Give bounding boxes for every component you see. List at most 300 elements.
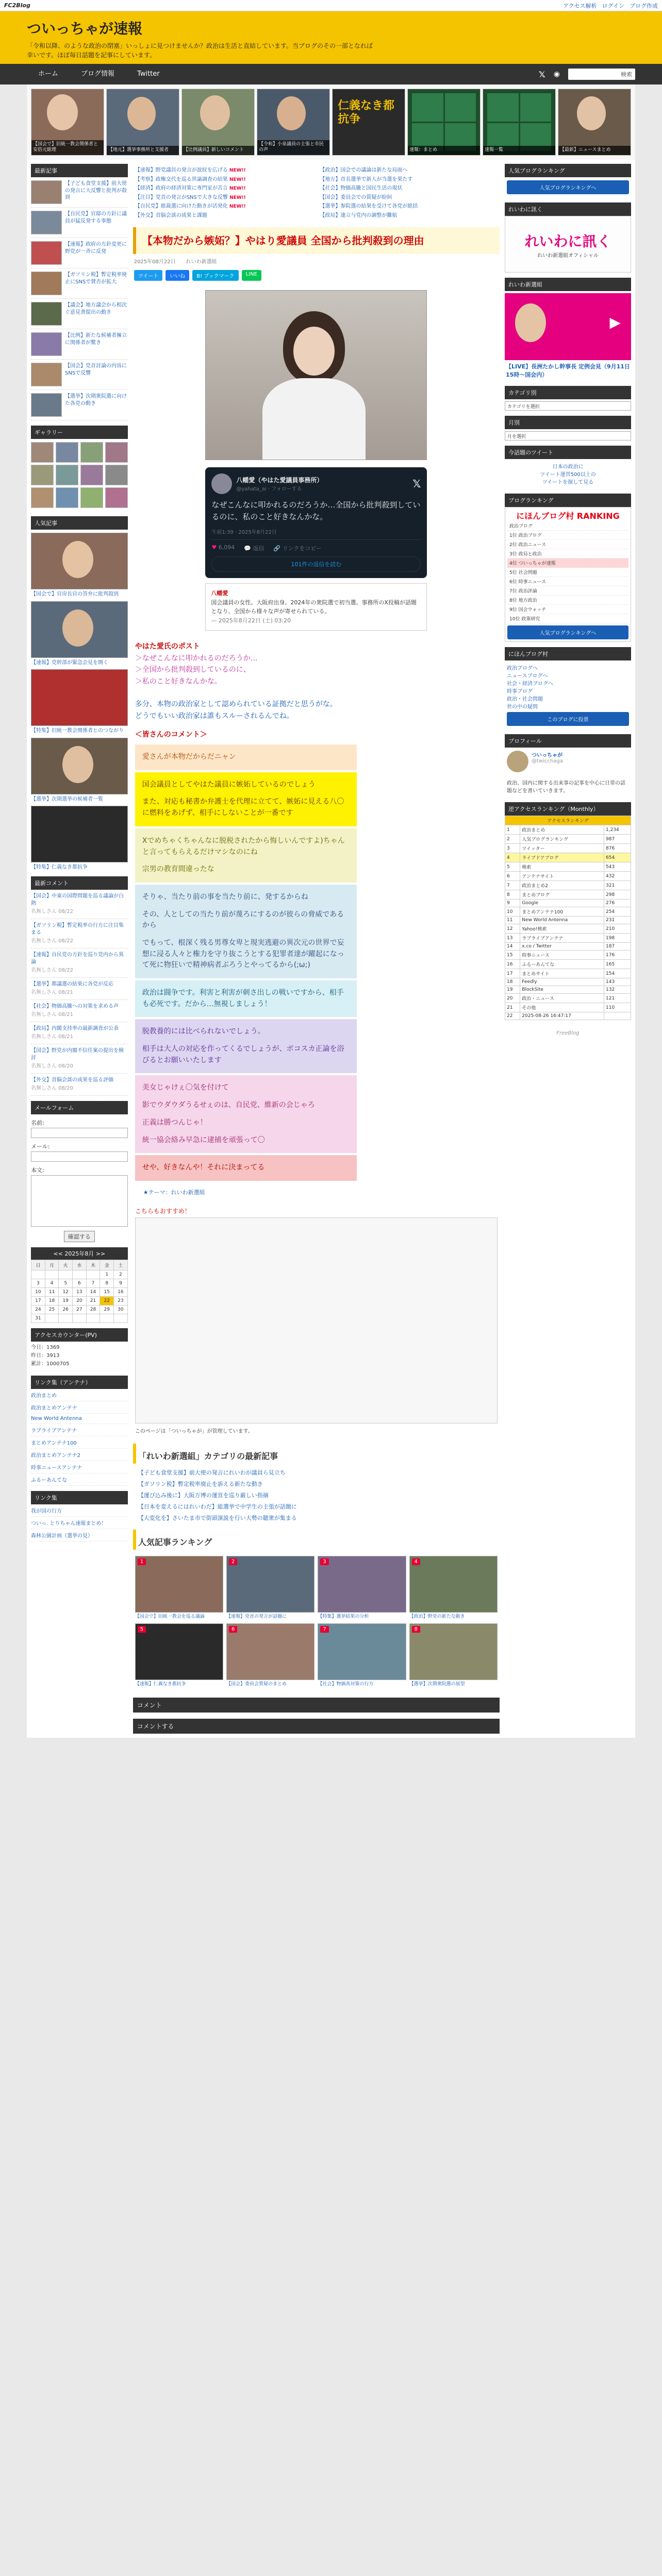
popular-item[interactable] [31, 806, 128, 871]
popular-item[interactable] [31, 601, 128, 667]
comments-heading: ＜皆さんのコメント＞ [135, 731, 207, 739]
access-ranking-cell: 14 [505, 943, 520, 951]
access-ranking-row[interactable] [505, 934, 631, 943]
calendar-day[interactable]: 1 [100, 1270, 114, 1279]
tweet-reply[interactable] [244, 544, 264, 552]
comment-block [135, 980, 357, 1017]
fc2-footer-logo[interactable]: FreeBlog [556, 1030, 580, 1036]
body-line: ＞私のこと好きなんかな。 [135, 677, 222, 686]
reiwa-banner[interactable] [505, 216, 631, 273]
popular-item-title: 【選挙】次期選挙の候補者一覧 [31, 796, 103, 802]
calendar-day[interactable]: 29 [100, 1306, 114, 1314]
access-ranking-row[interactable] [505, 1003, 631, 1012]
calendar-day[interactable]: 4 [45, 1279, 59, 1288]
category-latest-item[interactable]: 【運び込み後に】大阪万博の運営を巡り厳しい指摘 [138, 1492, 269, 1499]
calendar-day[interactable]: 30 [114, 1306, 128, 1314]
access-ranking-cell: 276 [604, 900, 631, 907]
mura-link[interactable]: 時事ブログ [507, 689, 533, 694]
blogmura-row[interactable]: 政治ブログ [507, 521, 628, 531]
ranking-widget-heading: 人気ブログランキング [505, 164, 631, 177]
mura-link[interactable]: 社会・経済ブログへ [507, 681, 553, 687]
access-ranking-row[interactable] [505, 844, 631, 853]
rank-number: 5 [138, 1626, 146, 1633]
site-description: 「令和以降、のような政治の閉塞」いっしょに見つけませんか？政治は生活と直結しています。当ブログのその一部となれば幸いです。ほぼ毎日話題を記事にしています。 [27, 42, 373, 59]
share-line-button[interactable]: LINE [242, 270, 261, 281]
calendar-day[interactable]: 3 [31, 1279, 45, 1288]
banner-caption: 【地元】選挙事務所と支援者 [107, 146, 179, 155]
calendar-day[interactable]: 8 [100, 1279, 114, 1288]
sidebar-heading-gallery: ギャラリー [31, 426, 128, 439]
calendar-day[interactable]: 11 [45, 1288, 59, 1297]
topbar-links [563, 2, 658, 10]
access-ranking-cell: 210 [604, 924, 631, 934]
ranking-item[interactable] [409, 1623, 498, 1688]
calendar-day[interactable]: 18 [45, 1297, 59, 1306]
recent-comment[interactable] [31, 948, 128, 978]
mura-link[interactable]: ニュースブログへ [507, 673, 548, 679]
ranking-button[interactable]: 人気ブログランキングへ [507, 180, 629, 194]
sidebar-heading-links: リンク集 [31, 1491, 128, 1504]
access-ranking-row[interactable] [505, 960, 631, 969]
access-ranking-cell: 187 [604, 943, 631, 951]
month-select[interactable]: 月を選択 [505, 431, 631, 440]
tweet-avatar[interactable] [211, 473, 232, 494]
share-buttons [133, 268, 500, 283]
mail-form [31, 1118, 128, 1242]
nav-home[interactable]: ホーム [38, 70, 59, 78]
popular-item[interactable] [31, 533, 128, 598]
banner-card[interactable] [181, 89, 255, 156]
calendar-day[interactable]: 17 [31, 1297, 45, 1306]
ranking-item-title: 【速報】党首の発言が話題に [226, 1614, 287, 1619]
trending-link[interactable]: 日本の政治に [552, 464, 584, 470]
access-ranking-row[interactable] [505, 994, 631, 1003]
mail-address-input[interactable] [31, 1151, 128, 1162]
recent-comment[interactable] [31, 890, 128, 919]
calendar-day [87, 1270, 101, 1279]
access-ranking-cell: 人気ブログランキング [520, 835, 604, 844]
page-wrapper [27, 84, 635, 1738]
access-ranking-row[interactable] [505, 907, 631, 917]
access-ranking-table [505, 816, 631, 1020]
ranking-widget [505, 164, 631, 197]
blogmura-logo[interactable]: にほんブログ村 RANKING [516, 511, 620, 521]
calendar-day[interactable]: 14 [87, 1288, 101, 1297]
access-ranking-row[interactable] [505, 969, 631, 978]
access-ranking-cell: New World Antenna [520, 917, 604, 924]
antenna-link[interactable]: まとめアンテナ100 [31, 1436, 128, 1449]
topic-link[interactable] [320, 185, 498, 192]
latest-item-title: 【速報】政府の方針変更に野党が一斉に反発 [65, 242, 127, 255]
topic-link[interactable] [135, 167, 313, 174]
banner-card[interactable] [31, 89, 104, 156]
share-bookmark-button[interactable]: B! ブックマーク [192, 270, 238, 281]
calendar-day[interactable]: 24 [31, 1306, 45, 1314]
recommend-widget[interactable] [135, 1217, 498, 1423]
category-latest-heading: 「れいわ新選組」カテゴリの最新記事 [133, 1444, 500, 1464]
gallery-thumb[interactable] [80, 487, 103, 508]
antenna-link[interactable]: 政治まとめアンテナ [31, 1401, 128, 1414]
access-ranking-row[interactable] [505, 872, 631, 881]
access-ranking-row[interactable] [505, 917, 631, 924]
category-latest-item[interactable]: 【ガソリン税】暫定税率廃止を訴える新たな動き [138, 1480, 263, 1487]
article-title: 【本物だから嫉妬？】やはり愛議員 全国から批判殺到の理由 [133, 227, 500, 254]
ranking-item[interactable] [135, 1556, 223, 1620]
mail-body-textarea[interactable] [31, 1175, 128, 1227]
recent-comment[interactable] [31, 978, 128, 1000]
calendar-weekday: 水 [73, 1260, 87, 1270]
category-select[interactable]: カテゴリを選択 [505, 401, 631, 411]
topic-link[interactable] [320, 212, 498, 219]
category-latest-item[interactable]: 【日本を変えるにはれいわだ】総選挙で中学生の主張が話題に [138, 1503, 297, 1510]
gallery-grid [31, 439, 128, 511]
calendar-weekday: 火 [59, 1260, 73, 1270]
category-heading: カテゴリ別 [505, 386, 631, 399]
mail-address-label: メール: [31, 1143, 50, 1150]
banner-card[interactable] [483, 89, 556, 156]
category-latest-item[interactable]: 【大変化を】さいたま市で街頭演説を行い大勢の聴衆が集まる [138, 1514, 297, 1521]
calendar-day[interactable]: 28 [87, 1306, 101, 1314]
access-ranking-cell: 298 [604, 890, 631, 900]
calendar-title[interactable]: << 2025年8月 >> [31, 1247, 128, 1260]
gallery-thumb[interactable] [56, 442, 78, 463]
blogmura-row[interactable]: 8位 地方政治 [507, 596, 628, 605]
mura-link[interactable]: 政治・社会問題 [507, 697, 543, 702]
ranking-item[interactable] [226, 1556, 315, 1620]
popular-item-title: 【特集】旧統一教会関係者とのつながり [31, 728, 124, 734]
access-ranking-cell: 時事ニュース [520, 951, 604, 960]
nav-blog-info[interactable]: ブログ情報 [81, 70, 115, 78]
latest-item[interactable] [31, 299, 128, 329]
recent-comment-title: 【選挙】都議選の結果に各党が反応 [31, 981, 113, 987]
rank-number: 7 [320, 1626, 328, 1633]
calendar-day[interactable]: 31 [31, 1314, 45, 1323]
blogmura-ranking-button[interactable]: 人気ブログランキングへ [507, 625, 628, 639]
access-ranking-cell: 2025-08-26 16:47:17 [520, 1012, 604, 1020]
embedded-tweet[interactable] [205, 467, 427, 578]
recent-comment[interactable] [31, 1000, 128, 1022]
sidebar-heading-recent-comments: 最新コメント [31, 876, 128, 890]
tweet-read-replies-button[interactable]: 101件の返信を読む [211, 556, 421, 572]
access-ranking-row[interactable] [505, 986, 631, 994]
ranking-item[interactable] [318, 1623, 406, 1688]
access-ranking-row[interactable] [505, 853, 631, 862]
blogmura-row[interactable]: 9位 国会ウォッチ [507, 605, 628, 614]
banner-card[interactable] [407, 89, 481, 156]
access-ranking-cell: 17 [505, 969, 520, 978]
access-ranking-row[interactable] [505, 900, 631, 907]
calendar-day[interactable]: 16 [114, 1288, 128, 1297]
access-ranking-cell: 143 [604, 978, 631, 986]
antenna-link[interactable]: ふるーあんてな [31, 1473, 128, 1486]
tweet-copy-label: リンクをコピー [282, 545, 322, 552]
calendar-day[interactable]: 13 [73, 1288, 87, 1297]
topbar-link-create[interactable]: ブログ作成 [630, 2, 658, 9]
access-ranking-cell: まとめブログ [520, 890, 604, 900]
access-ranking-row[interactable] [505, 825, 631, 835]
gallery-thumb[interactable] [56, 465, 78, 485]
site-title[interactable]: ついっちゃが速報 [27, 20, 143, 37]
x-logo-icon[interactable]: 𝕏 [412, 478, 421, 490]
trending-link[interactable]: ツイート運営500以上の [540, 472, 596, 478]
comment-post-bar[interactable]: コメントする [133, 1719, 500, 1734]
tweet-date[interactable]: 午前1:39 · 2025年8月22日 [211, 530, 277, 535]
calendar-day[interactable]: 19 [59, 1297, 73, 1306]
popular-item[interactable] [31, 669, 128, 735]
gallery-thumb[interactable] [105, 465, 128, 485]
recent-comment-title: 【国会】野党が内閣不信任案の提出を検討 [31, 1047, 124, 1061]
recent-comment-title: 【外交】首脳会談の成果を巡る評価 [31, 1077, 113, 1083]
access-ranking-row[interactable] [505, 890, 631, 900]
mura-link[interactable]: 政治ブログへ [507, 666, 538, 671]
tweet-copy-link[interactable] [273, 544, 322, 552]
calendar-day[interactable]: 7 [87, 1279, 101, 1288]
calendar-day [100, 1314, 114, 1323]
access-ranking-row[interactable] [505, 881, 631, 890]
blogmura-row[interactable]: 4位 ついっちゃが速報 [507, 558, 628, 568]
calendar-day [45, 1314, 59, 1323]
link-item[interactable]: 森林公園計画（選挙の見） [31, 1529, 128, 1541]
access-ranking-row[interactable] [505, 835, 631, 844]
mail-confirm-button[interactable]: 確認する [64, 1231, 95, 1242]
calendar-day[interactable]: 12 [59, 1288, 73, 1297]
share-like-button[interactable]: いいね [166, 270, 189, 281]
recent-comment[interactable] [31, 1044, 128, 1074]
access-ranking-cell: x.co / Twitter [520, 943, 604, 951]
share-tweet-button[interactable]: ツイート [134, 270, 163, 281]
x-icon[interactable]: 𝕏 [538, 69, 545, 79]
antenna-link[interactable]: ラブライブアンテナ [31, 1424, 128, 1436]
banner-card[interactable] [106, 89, 179, 156]
topic-link[interactable] [135, 176, 313, 183]
theme-link[interactable]: ★テーマ：れいわ新選組 [143, 1189, 205, 1196]
banner-caption: 速報：まとめ [408, 146, 480, 155]
calendar-day[interactable]: 21 [87, 1297, 101, 1306]
trending-link[interactable]: ツイートを探して見る [542, 480, 594, 485]
topbar-link-login[interactable]: ログイン [602, 2, 624, 9]
blogmura-row[interactable]: 7位 政治評論 [507, 586, 628, 596]
recent-comment[interactable] [31, 1074, 128, 1096]
access-ranking-cell: 4 [505, 853, 520, 862]
fc2-logo[interactable]: FC2Blog [4, 2, 30, 9]
antenna-link[interactable]: 時事ニュースアンテナ [31, 1461, 128, 1473]
calendar-day[interactable]: 6 [73, 1279, 87, 1288]
link-item[interactable]: ついっ. とりちゃん速報まとめ！ [31, 1517, 128, 1529]
rank-number: 6 [229, 1626, 237, 1633]
calendar-day [31, 1270, 45, 1279]
antenna-link[interactable]: 政治まとめ [31, 1389, 128, 1401]
banner-card[interactable] [257, 89, 330, 156]
access-ranking-cell: 政治・ニュース [520, 994, 604, 1003]
calendar-day[interactable]: 15 [100, 1288, 114, 1297]
calendar-day[interactable]: 26 [59, 1306, 73, 1314]
category-latest-item[interactable]: 【子ども食堂支援】前大使の発言にれいわが議員ら見立ち [138, 1469, 286, 1476]
access-ranking-cell: 政治まとめ [520, 825, 604, 835]
comment-block [135, 744, 357, 770]
comment-text: 相手は大人の対応を作ってくるでしょうが、ボコスカ正論を浴びるとお願いいたします [142, 1045, 344, 1064]
calendar-weekday: 木 [87, 1260, 101, 1270]
access-ranking-cell: 110 [604, 1003, 631, 1012]
calendar-day[interactable]: 2 [114, 1270, 128, 1279]
mail-name-input[interactable] [31, 1128, 128, 1138]
recent-comment[interactable] [31, 1022, 128, 1044]
recent-comment-meta: 名無しさん 08/21 [31, 1011, 73, 1018]
reiwa-video-heading: れいわ新選組 [505, 278, 631, 291]
calendar-day[interactable]: 23 [114, 1297, 128, 1306]
gallery-thumb[interactable] [31, 487, 54, 508]
profile-name[interactable]: ついっちゃが [532, 753, 562, 758]
gallery-thumb[interactable] [105, 487, 128, 508]
banner-bigtext: 仁義なき都抗争 [338, 99, 395, 126]
topic-link[interactable] [135, 185, 313, 192]
calendar-day [59, 1314, 73, 1323]
mura-vote-button[interactable]: このブログに投票 [507, 712, 629, 726]
comment-section-bar: コメント [133, 1698, 500, 1713]
latest-item[interactable] [31, 360, 128, 390]
access-ranking-cell: 20 [505, 994, 520, 1003]
comment-text: 影でウダウダうるせぇのは、自民党、維新の会じゃろ [142, 1101, 315, 1110]
banner-caption: 速報一覧 [483, 146, 555, 155]
banner-caption: 【令和】小泉議員の主張と市民の声 [257, 140, 329, 155]
reply-icon: 💬 [244, 545, 251, 552]
access-ranking-cell: 654 [604, 853, 631, 862]
topic-link[interactable] [135, 194, 313, 201]
mura-link[interactable]: 世の中の疑問 [507, 704, 538, 710]
gallery-thumb[interactable] [105, 442, 128, 463]
recent-comment[interactable] [31, 919, 128, 948]
topic-link[interactable] [320, 167, 498, 174]
video-thumbnail[interactable] [505, 293, 631, 360]
topic-link[interactable] [320, 176, 498, 183]
fc2-topbar [0, 0, 662, 11]
ranking-item[interactable] [135, 1623, 223, 1688]
ranking-item[interactable] [226, 1623, 315, 1688]
blogmura-row[interactable]: 5位 社会問題 [507, 568, 628, 577]
access-ranking-cell: ラブライブアンテナ [520, 934, 604, 943]
calendar-day[interactable]: 20 [73, 1297, 87, 1306]
latest-item[interactable] [31, 208, 128, 238]
rank-number: 1 [138, 1558, 146, 1565]
latest-item[interactable] [31, 238, 128, 268]
latest-item[interactable] [31, 177, 128, 208]
access-ranking-row[interactable] [505, 924, 631, 934]
gallery-thumb[interactable] [80, 442, 103, 463]
latest-item[interactable] [31, 390, 128, 420]
profile-avatar[interactable] [507, 751, 528, 772]
access-ranking-row[interactable] [505, 978, 631, 986]
tweet-like[interactable] [211, 544, 235, 552]
latest-item-title: 【比例】新たな候補者擁立に関係者が驚き [65, 333, 127, 346]
gallery-thumb[interactable] [56, 487, 78, 508]
ranking-item[interactable] [409, 1556, 498, 1620]
access-ranking-cell: 15 [505, 951, 520, 960]
blogmura-row[interactable]: 1位 政治ブログ [507, 531, 628, 540]
gallery-thumb[interactable] [31, 442, 54, 463]
antenna-links [31, 1389, 128, 1486]
access-ranking-cell: まとめアンテナ100 [520, 907, 604, 917]
tweet-author-handle[interactable]: @yahata_ai · フォローする [236, 486, 302, 492]
blogmura-row[interactable]: 10位 政策研究 [507, 614, 628, 623]
access-ranking-cell: Google [520, 900, 604, 907]
calendar-day[interactable]: 22 [100, 1297, 114, 1306]
access-ranking-cell: 10 [505, 907, 520, 917]
access-ranking-row[interactable] [505, 1012, 631, 1020]
blogmura-ranking-heading: ブログランキング [505, 494, 631, 507]
topic-text: 【地方】首長選挙で新人が当選を果たす [320, 176, 413, 182]
main-content [133, 164, 500, 1734]
sidebar-heading-antenna-links: リンク集（アンテナ） [31, 1376, 128, 1389]
gallery-thumb[interactable] [31, 465, 54, 485]
calendar-day[interactable]: 10 [31, 1288, 45, 1297]
ranking-item-title: 【社会】物価高対策の行方 [318, 1681, 374, 1687]
topic-link[interactable] [320, 203, 498, 210]
blogmura-row[interactable]: 2位 政治ニュース [507, 540, 628, 549]
access-ranking-row[interactable] [505, 951, 631, 960]
gallery-thumb[interactable] [80, 465, 103, 485]
access-ranking-cell: 9 [505, 900, 520, 907]
antenna-link[interactable]: 政治まとめアンテナ2 [31, 1449, 128, 1461]
access-ranking-cell: 5 [505, 862, 520, 872]
topic-text: 【国会】委員会での質疑が紛糾 [320, 194, 392, 200]
antenna-link[interactable]: New World Antenna [31, 1414, 128, 1424]
video-title[interactable]: 【LIVE】長洲たかし幹事長 定例会見（9月11日15時〜国会内） [506, 363, 630, 378]
tweet-author-name[interactable]: 八幡愛（やはた愛議員事務所） [236, 477, 323, 484]
access-ranking-cell: 検索 [520, 862, 604, 872]
search-input[interactable] [568, 69, 635, 80]
link-item[interactable]: 我が国の行方 [31, 1504, 128, 1517]
rank-number: 8 [412, 1626, 420, 1633]
heart-icon: ♥ [211, 544, 217, 551]
blogmura-row[interactable]: 3位 政局と政治 [507, 549, 628, 558]
topic-text: 【外交】首脳会談の成果と課題 [135, 212, 207, 218]
latest-thumb-list [31, 177, 128, 420]
banner-card[interactable] [332, 89, 405, 156]
topbar-link-access[interactable]: アクセス解析 [562, 2, 597, 9]
article-body [133, 636, 500, 727]
ranking-item[interactable] [318, 1556, 406, 1620]
latest-item-title: 【議会】地方議会から相次ぐ意見書提出の動き [65, 302, 127, 315]
access-ranking-row[interactable] [505, 862, 631, 872]
nav-twitter[interactable]: Twitter [137, 70, 160, 78]
tweet-text: なぜこんなに叩かれるのだろうか…全国から批判殺到しているのに、私のこと好きなんかな。 [211, 500, 421, 521]
comment-text: 脱教養的には比べられないでしょう。 [142, 1027, 265, 1036]
latest-item[interactable] [31, 268, 128, 299]
calendar-weekday: 金 [100, 1260, 114, 1270]
access-ranking-row[interactable] [505, 943, 631, 951]
access-ranking-cell [604, 1012, 631, 1020]
tweet-actions [211, 539, 421, 552]
access-ranking-heading: 逆アクセスランキング（Monthly） [505, 802, 631, 816]
calendar-day[interactable]: 25 [45, 1306, 59, 1314]
calendar-day[interactable]: 9 [114, 1279, 128, 1288]
banner-card[interactable] [558, 89, 631, 156]
comment-block [135, 772, 357, 826]
rss-icon[interactable]: ◉ [553, 70, 560, 78]
calendar-day[interactable]: 5 [59, 1279, 73, 1288]
latest-item[interactable] [31, 329, 128, 360]
comment-text: 宗男の教育間違ったな [142, 865, 214, 874]
popular-item[interactable] [31, 738, 128, 803]
comment-text: 政治は闘争です。利害と利害が刺さ出しの戦いですから、相手も必死です。だから…無視しましょう！ [142, 989, 344, 1008]
sidebar-heading-latest: 最新記事 [31, 164, 128, 177]
latest-item-title: 【国会】党首討論の内容にSNSで反響 [65, 363, 127, 376]
topic-link[interactable] [135, 203, 313, 210]
blogmura-row[interactable]: 6位 時事ニュース [507, 577, 628, 586]
calendar-day[interactable]: 27 [73, 1306, 87, 1314]
topic-link[interactable] [320, 194, 498, 201]
topic-link[interactable] [135, 212, 313, 219]
search-label: 検索 [621, 71, 632, 78]
